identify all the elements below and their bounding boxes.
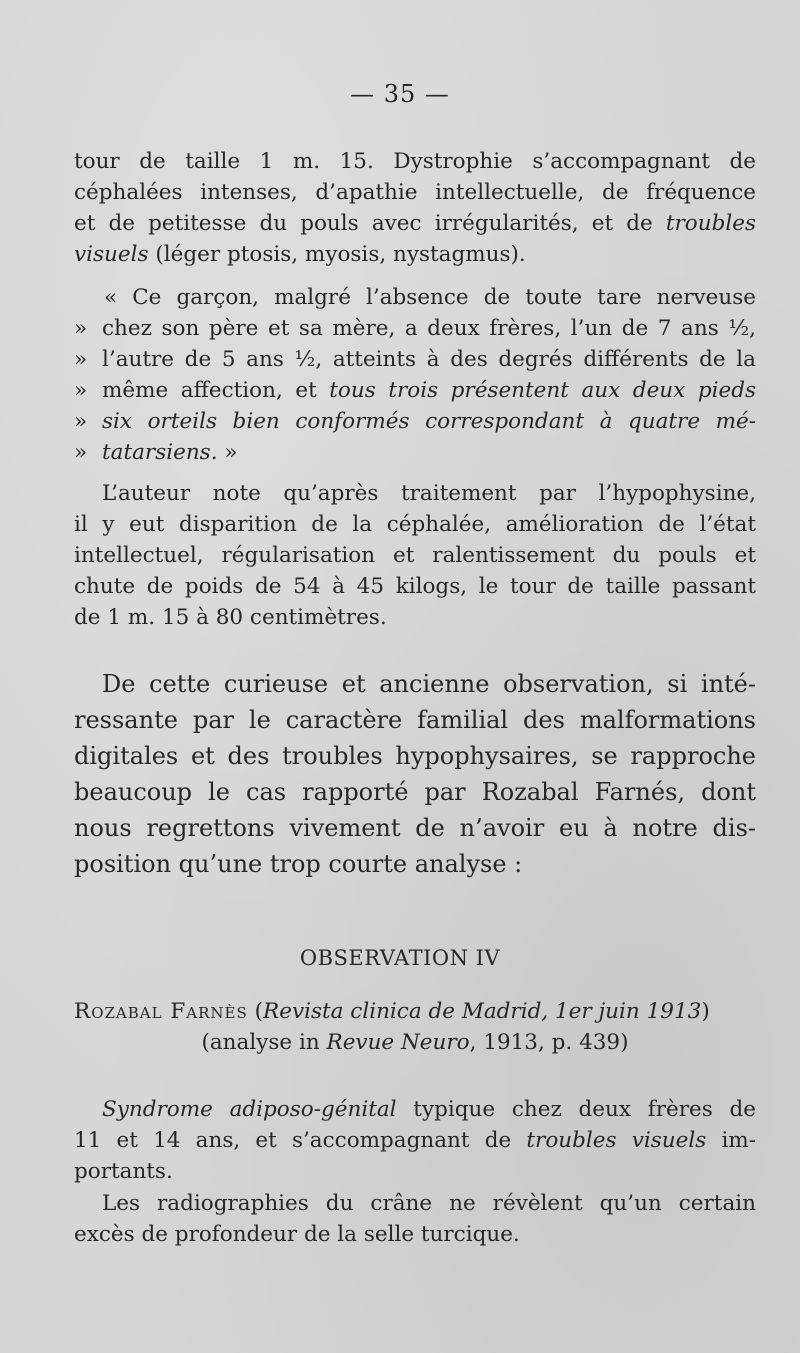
text-span: l’autre de 5 ans ½, atteints à des degrés différents de la bbox=[102, 347, 756, 372]
italic-span: six orteils bien conformés correspondant à quatre mé- bbox=[102, 409, 756, 434]
text-line: excès de profondeur de la selle turcique. bbox=[74, 1222, 520, 1247]
text-line bbox=[74, 1094, 756, 1125]
italic-span: troubles bbox=[665, 211, 756, 236]
text-span: typique chez deux frères de bbox=[396, 1097, 757, 1122]
observation-reference bbox=[74, 996, 756, 1058]
text-span: ( bbox=[247, 999, 264, 1024]
text-span: même affection, et bbox=[102, 378, 330, 403]
text-line: ressante par le caractère familial des malformations bbox=[74, 706, 756, 734]
italic-span: tous trois présentent aux deux pieds bbox=[329, 378, 756, 403]
text-line: il y eut disparition de la céphalée, amélioration de l’état bbox=[74, 512, 756, 537]
text-line bbox=[74, 239, 756, 270]
guillemet: » bbox=[74, 440, 88, 465]
italic-span: tatarsiens. bbox=[102, 440, 218, 465]
text-line: intellectuel, régularisation et ralentissement du pouls et bbox=[74, 543, 756, 568]
italic-span: visuels bbox=[74, 242, 149, 267]
text-span: im- bbox=[706, 1128, 756, 1153]
journal-citation: Revista clinica de Madrid, 1er juin 1913 bbox=[263, 999, 702, 1024]
italic-span: troubles visuels bbox=[526, 1128, 707, 1153]
guillemet: » bbox=[74, 347, 88, 372]
guillemet: » bbox=[74, 409, 88, 434]
journal-citation: Revue Neuro bbox=[326, 1030, 470, 1055]
guillemet: » bbox=[74, 378, 88, 403]
text-line: digitales et des troubles hypophysaires, se rapproche bbox=[74, 742, 756, 770]
text-line: portants. bbox=[74, 1159, 173, 1184]
guillemet-close: » bbox=[217, 440, 238, 465]
reference-line bbox=[74, 1027, 756, 1058]
italic-span: Syndrome adiposo-génital bbox=[102, 1097, 397, 1122]
guillemet: » bbox=[74, 316, 88, 341]
paragraph-commentary bbox=[74, 666, 756, 882]
author-name: Rozabal Farnès bbox=[74, 999, 248, 1024]
text-span: (analyse in bbox=[201, 1030, 327, 1055]
text-line: de 1 m. 15 à 80 centimètres. bbox=[74, 605, 387, 630]
text-line bbox=[74, 375, 756, 406]
text-span: 11 et 14 ans, et s’accompagnant de bbox=[74, 1128, 527, 1153]
text-line: céphalées intenses, d’apathie intellectuelle, de fréquence bbox=[74, 180, 756, 205]
text-line bbox=[74, 282, 756, 313]
text-line bbox=[74, 344, 756, 375]
text-line: Les radiographies du crâne ne révèlent qu’un certain bbox=[102, 1191, 756, 1216]
guillemet-open: « bbox=[104, 285, 118, 310]
text-span: chez son père et sa mère, a deux frères, l’un de 7 ans ½, bbox=[102, 316, 756, 341]
text-span: ) bbox=[701, 999, 710, 1024]
text-line bbox=[74, 313, 756, 344]
text-line bbox=[74, 1125, 756, 1156]
text-span: , 1913, p. 439) bbox=[469, 1030, 629, 1055]
reference-line bbox=[74, 996, 756, 1027]
text-line: tour de taille 1 m. 15. Dystrophie s’accompagnant de bbox=[74, 149, 756, 174]
text-line: nous regrettons vivement de n’avoir eu à notre dis- bbox=[74, 814, 756, 842]
page-number: — 35 — bbox=[350, 80, 450, 108]
text-line: De cette curieuse et ancienne observation, si inté- bbox=[102, 670, 756, 698]
quote-block bbox=[74, 282, 756, 468]
paragraph-syndrome bbox=[74, 1094, 756, 1187]
text-line bbox=[74, 437, 756, 468]
text-line bbox=[74, 406, 756, 437]
text-line: position qu’une trop courte analyse : bbox=[74, 850, 523, 878]
text-line: L’auteur note qu’après traitement par l’hypophysine, bbox=[102, 481, 756, 506]
text-span: Ce garçon, malgré l’absence de toute tare nerveuse bbox=[132, 285, 756, 310]
observation-heading: OBSERVATION IV bbox=[299, 946, 501, 970]
paragraph-symptoms bbox=[74, 146, 756, 270]
text-span: (léger ptosis, myosis, nystagmus). bbox=[148, 242, 526, 267]
text-span: et de petitesse du pouls avec irrégularités, et de bbox=[74, 211, 653, 236]
paragraph-treatment bbox=[74, 478, 756, 633]
paragraph-radiography bbox=[74, 1188, 756, 1250]
text-line bbox=[74, 208, 756, 239]
text-line: beaucoup le cas rapporté par Rozabal Farnés, dont bbox=[74, 778, 756, 806]
text-line: chute de poids de 54 à 45 kilogs, le tour de taille passant bbox=[74, 574, 756, 599]
